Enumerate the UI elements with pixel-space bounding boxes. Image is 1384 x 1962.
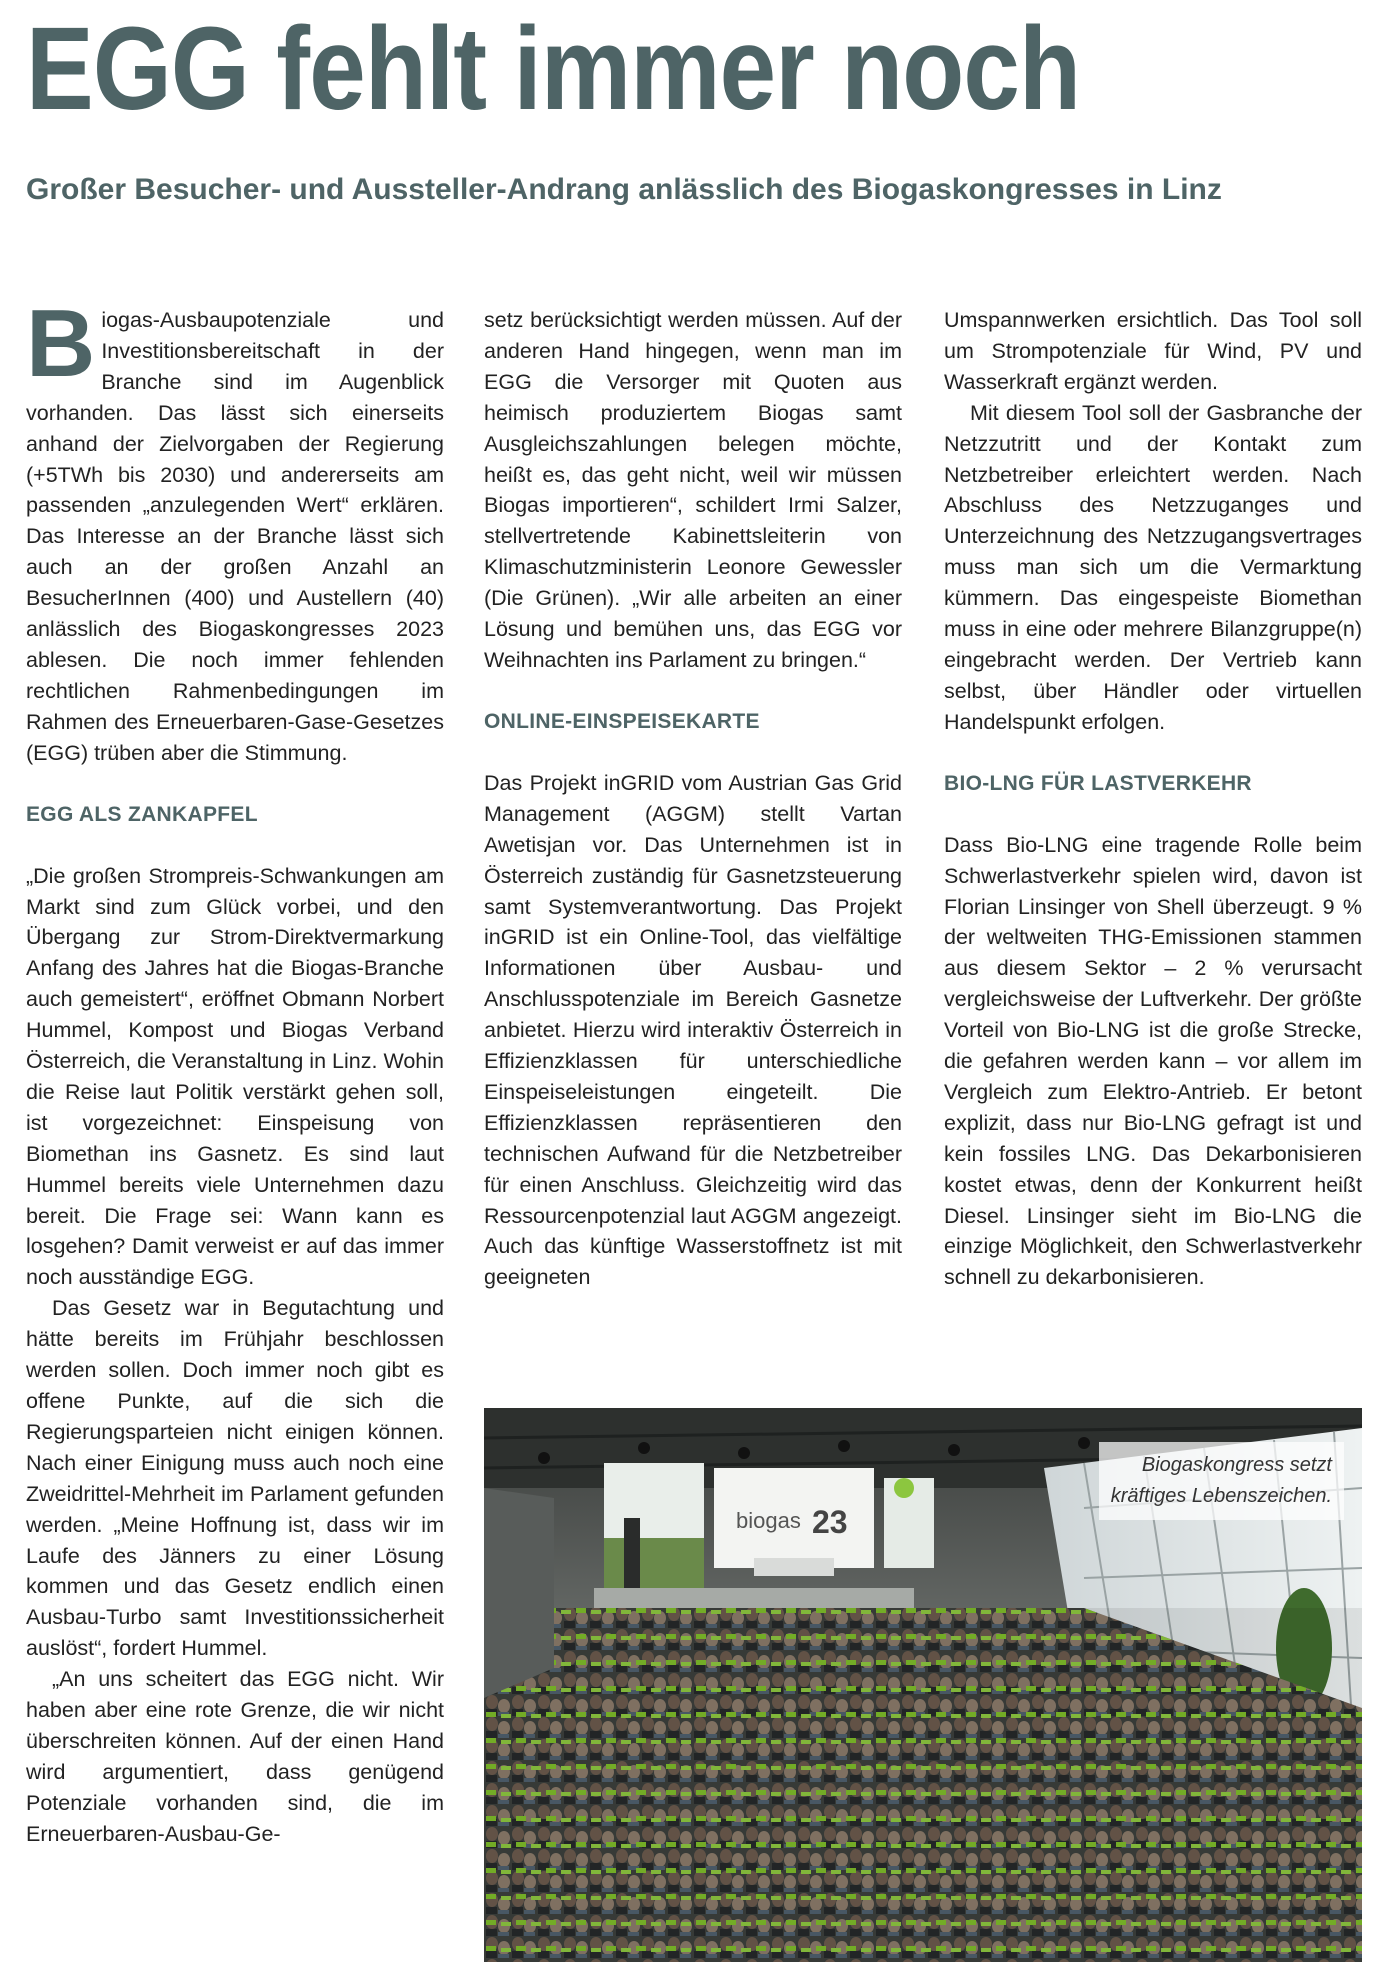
article-subheadline: Großer Besucher- und Aussteller-Andrang anlässlich des Biogaskongresses in Linz (26, 173, 1222, 206)
screen-number: 23 (812, 1504, 848, 1540)
caption-line: Biogaskongress setzt (1141, 1454, 1332, 1476)
section-heading-bio-lng: BIO-LNG FÜR LASTVERKEHR (944, 771, 1252, 795)
paragraph: „Die großen Strompreis-Schwankungen am Markt sind zum Glück vorbei, und den Übergang zur Strom-Direktvermarkung Anfang des Jahres hat die Biogas-Branche auch gemeistert“, eröffnet Obmann Norbert Hummel, Kompost und Biogas Verband Österreich, die Veranstaltung in Linz. Wohin die Reise laut Politik verstärkt gehen soll, ist vorgezeichnet: Einspeisung von Biomethan ins Gasnetz. Es sind laut Hummel bereits viele Unternehmen dazu bereit. Die Frage sei: Wann kann es losgehen? Damit verweist er auf das immer noch ausständige EGG. (26, 863, 444, 1290)
paragraph: Das Projekt inGRID vom Austrian Gas Grid Management (AGGM) stellt Vartan Awetisjan vor. Das Unternehmen ist in Österreich zuständig für Gasnetzsteuerung samt Systemverantwortung. Das Projekt inGRID ist ein Online-Tool, das vielfältige Informationen über Ausbau- und Anschlusspotenziale im Bereich Gasnetze anbietet. Hierzu wird interaktiv Österreich in Effizienzklassen für unterschiedliche Einspeiseleistungen eingeteilt. Die Effizienzklassen repräsentieren den technischen Aufwand für die Netzbetreiber für einen Anschluss. Gleichzeitig wird das Ressourcenpotenzial laut AGGM angezeigt. Auch das künftige Wasserstoffnetz ist mit geeigneten (484, 770, 902, 1290)
article-column-2 (484, 305, 902, 1293)
article-headline: EGG fehlt immer noch (26, 3, 1081, 135)
intro-text: iogas-Ausbaupotenziale und Investitionsbereitschaft in der Branche sind im Augenblick vorhanden. Das lässt sich einerseits anhand der Zielvorgaben der Regierung (+5TWh bis 2030) und andererseits am passenden „anzulegenden Wert“ erklären. Das Interesse an der Branche lässt sich auch an der großen Anzahl an BesucherInnen (400) und Austellern (40) anlässlich des Biogaskongresses 2023 ablesen. Die noch immer fehlenden rechtlichen Rahmenbedingungen im Rahmen des Erneuerbaren-Gase-Gesetzes (EGG) trüben aber die Stimmung. (26, 308, 444, 765)
photo-caption (1099, 1442, 1344, 1520)
paragraph: Das Gesetz war in Begutachtung und hätte bereits im Frühjahr beschlossen werden sollen. Doch immer noch gibt es offene Punkte, auf die sich die Regierungsparteien nicht einigen können. Nach einer Einigung muss auch noch eine Zweidrittel-Mehrheit im Parlament gefunden werden. „Meine Hoffnung ist, dass wir im Laufe des Jänners zu einer Lösung kommen und das Gesetz endlich einen Ausbau-Turbo samt Investitionssicherheit auslöst“, fordert Hummel. (26, 1296, 444, 1661)
paragraph: Mit diesem Tool soll der Gasbranche der Netzzutritt und der Kontakt zum Netzbetreiber erleichtert werden. Nach Abschluss des Netzzuganges und Unterzeichnung des Netzzugangsvertrages muss man sich um die Vermarktung kümmern. Das eingespeiste Biomethan muss in eine oder mehrere Bilanzgruppe(n) eingebracht werden. Der Vertrieb kann selbst, über Händler oder virtuellen Handelspunkt erfolgen. (944, 400, 1362, 734)
paragraph: setz berücksichtigt werden müssen. Auf der anderen Hand hingegen, wenn man im EGG die Versorger mit Quoten aus heimisch produziertem Biogas samt Ausgleichszahlungen belegen möchte, heißt es, das geht nicht, weil wir müssen Biogas importieren“, schildert Irmi Salzer, stellvertretende Kabinettsleiterin von Klimaschutzministerin Leonore Gewessler (Die Grünen). „Wir alle arbeiten an einer Lösung und bemühen uns, das EGG vor Weihnachten ins Parlament zu bringen.“ (484, 308, 902, 672)
conference-photo (484, 1408, 1362, 1962)
drop-cap: B (26, 290, 96, 397)
article-column-1 (26, 290, 444, 1850)
intro-paragraph (26, 290, 444, 769)
caption-line: kräftiges Lebenszeichen. (1110, 1485, 1332, 1507)
paragraph: Umspannwerken ersichtlich. Das Tool soll um Strompotenziale für Wind, PV und Wasserkraft ergänzt werden. (944, 308, 1362, 394)
paragraph: „An uns scheitert das EGG nicht. Wir haben aber eine rote Grenze, die wir nicht überschreiten können. Auf der einen Hand wird argumentiert, dass genügend Potenziale vorhanden sind, die im Erneuerbaren-Ausbau-Ge- (26, 1667, 444, 1846)
article-column-3 (944, 305, 1362, 1293)
screen-text: biogas (736, 1508, 801, 1533)
paragraph: Dass Bio-LNG eine tragende Rolle beim Schwerlastverkehr spielen wird, davon ist Florian Linsinger von Shell überzeugt. 9 % der weltweiten THG-Emissionen stammen aus diesem Sektor – 2 % verursacht vergleichsweise der Luftverkehr. Der größte Vorteil von Bio-LNG ist die große Strecke, die gefahren werden kann – vor allem im Vergleich zum Elektro-Antrieb. Er betont explizit, dass nur Bio-LNG gefragt ist und kein fossiles LNG. Das Dekarbonisieren kostet etwas, denn der Konkurrent heißt Diesel. Linsinger sieht im Bio-LNG die einzige Möglichkeit, den Schwerlastverkehr schnell zu dekarbonisieren. (944, 832, 1362, 1290)
section-heading-online-einspeisekarte: ONLINE-EINSPEISEKARTE (484, 709, 760, 733)
section-heading-egg-als-zankapfel: EGG ALS ZANKAPFEL (26, 802, 258, 826)
